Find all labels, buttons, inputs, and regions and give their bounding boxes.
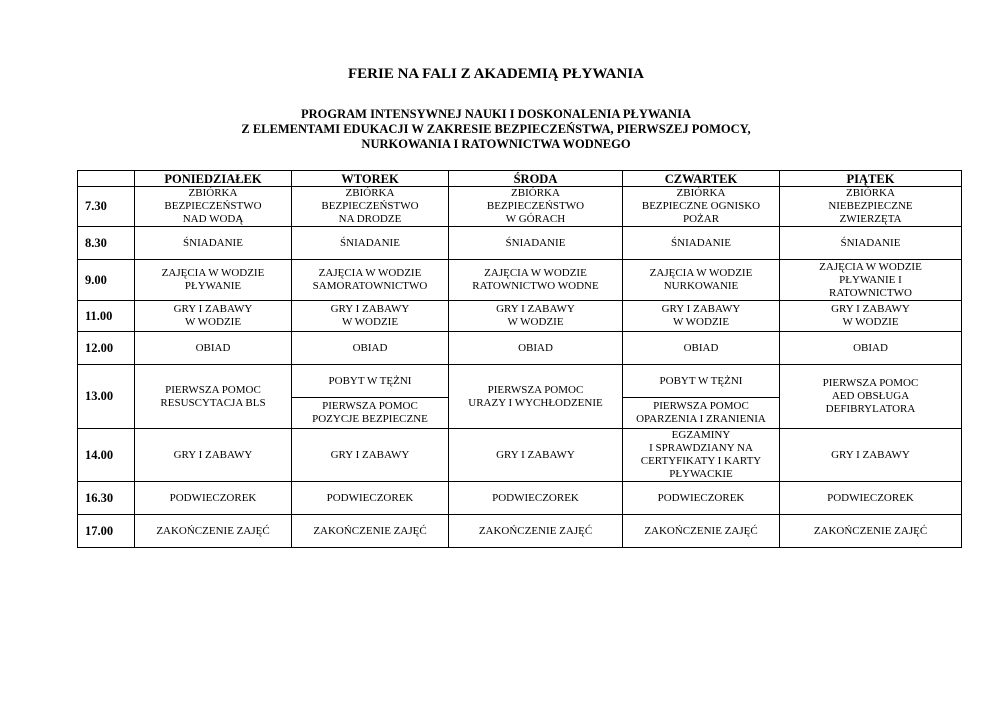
table-row	[78, 515, 962, 548]
time-cell: 13.00	[78, 365, 135, 429]
activity-cell: GRY I ZABAWY	[292, 429, 449, 482]
activity-cell: OBIAD	[135, 332, 292, 365]
activity-cell: PIERWSZA POMOC RESUSCYTACJA BLS	[135, 365, 292, 429]
activity-cell: ZAJĘCIA W WODZIE SAMORATOWNICTWO	[292, 260, 449, 301]
activity-cell: GRY I ZABAWY W WODZIE	[292, 301, 449, 332]
activity-cell: ZAJĘCIA W WODZIE PŁYWANIE	[135, 260, 292, 301]
table-row	[78, 332, 962, 365]
activity-cell: POBYT W TĘŻNI	[292, 365, 449, 398]
activity-cell: ZBIÓRKA BEZPIECZEŃSTWO W GÓRACH	[449, 187, 623, 227]
activity-cell: PIERWSZA POMOC URAZY I WYCHŁODZENIE	[449, 365, 623, 429]
day-header: CZWARTEK	[623, 171, 780, 187]
activity-cell: ZBIÓRKA BEZPIECZEŃSTWO NAD WODĄ	[135, 187, 292, 227]
time-cell: 8.30	[78, 227, 135, 260]
table-row	[78, 227, 962, 260]
activity-cell: ZAJĘCIA W WODZIE PŁYWANIE I RATOWNICTWO	[780, 260, 962, 301]
activity-cell: PIERWSZA POMOC OPARZENIA I ZRANIENIA	[623, 398, 780, 429]
activity-cell: PIERWSZA POMOC AED OBSŁUGA DEFIBRYLATORA	[780, 365, 962, 429]
activity-cell: PODWIECZOREK	[449, 482, 623, 515]
table-row	[78, 429, 962, 482]
activity-cell: OBIAD	[449, 332, 623, 365]
activity-cell: ZAKOŃCZENIE ZAJĘĆ	[292, 515, 449, 548]
document-title: FERIE NA FALI Z AKADEMIĄ PŁYWANIA	[347, 66, 644, 82]
document-subtitle: PROGRAM INTENSYWNEJ NAUKI I DOSKONALENIA PŁYWANIA Z ELEMENTAMI EDUKACJI W ZAKRESIE BEZPIECZEŃSTWA, PIERWSZEJ POMOCY, NURKOWANIA I RATOWNICTWA WODNEGO	[241, 107, 751, 151]
schedule-table	[77, 170, 962, 548]
time-cell: 9.00	[78, 260, 135, 301]
activity-cell: PIERWSZA POMOC POZYCJE BEZPIECZNE	[292, 398, 449, 429]
activity-cell: ZAJĘCIA W WODZIE NURKOWANIE	[623, 260, 780, 301]
time-cell: 17.00	[78, 515, 135, 548]
day-header: PIĄTEK	[780, 171, 962, 187]
time-cell: 14.00	[78, 429, 135, 482]
time-cell: 7.30	[78, 187, 135, 227]
activity-cell: PODWIECZOREK	[623, 482, 780, 515]
day-header: PONIEDZIAŁEK	[135, 171, 292, 187]
activity-cell: ZBIÓRKA BEZPIECZEŃSTWO NA DRODZE	[292, 187, 449, 227]
activity-cell: GRY I ZABAWY W WODZIE	[780, 301, 962, 332]
time-cell: 11.00	[78, 301, 135, 332]
time-cell: 12.00	[78, 332, 135, 365]
activity-cell: ŚNIADANIE	[135, 227, 292, 260]
activity-cell: GRY I ZABAWY W WODZIE	[449, 301, 623, 332]
activity-cell: OBIAD	[780, 332, 962, 365]
activity-cell: ZAJĘCIA W WODZIE RATOWNICTWO WODNE	[449, 260, 623, 301]
activity-cell: ŚNIADANIE	[449, 227, 623, 260]
activity-cell: PODWIECZOREK	[292, 482, 449, 515]
activity-cell: ZBIÓRKA NIEBEZPIECZNE ZWIERZĘTA	[780, 187, 962, 227]
activity-cell: ZAKOŃCZENIE ZAJĘĆ	[623, 515, 780, 548]
activity-cell: GRY I ZABAWY W WODZIE	[623, 301, 780, 332]
table-row	[78, 482, 962, 515]
activity-cell: ZAKOŃCZENIE ZAJĘĆ	[135, 515, 292, 548]
activity-cell: GRY I ZABAWY W WODZIE	[135, 301, 292, 332]
activity-cell: ŚNIADANIE	[780, 227, 962, 260]
activity-cell: PODWIECZOREK	[780, 482, 962, 515]
activity-cell: ZAKOŃCZENIE ZAJĘĆ	[780, 515, 962, 548]
time-cell: 16.30	[78, 482, 135, 515]
activity-cell: EGZAMINY I SPRAWDZIANY NA CERTYFIKATY I KARTY PŁYWACKIE	[623, 429, 780, 482]
table-row	[78, 260, 962, 301]
activity-cell: OBIAD	[292, 332, 449, 365]
activity-cell: ŚNIADANIE	[292, 227, 449, 260]
table-row	[78, 301, 962, 332]
activity-cell: OBIAD	[623, 332, 780, 365]
activity-cell: ZAKOŃCZENIE ZAJĘĆ	[449, 515, 623, 548]
day-header: WTOREK	[292, 171, 449, 187]
day-header: ŚRODA	[449, 171, 623, 187]
table-row	[78, 187, 962, 227]
table-row	[78, 365, 962, 398]
activity-cell: GRY I ZABAWY	[780, 429, 962, 482]
activity-cell: ŚNIADANIE	[623, 227, 780, 260]
activity-cell: GRY I ZABAWY	[449, 429, 623, 482]
activity-cell: POBYT W TĘŻNI	[623, 365, 780, 398]
corner-cell	[78, 171, 135, 187]
activity-cell: ZBIÓRKA BEZPIECZNE OGNISKO POŻAR	[623, 187, 780, 227]
activity-cell: PODWIECZOREK	[135, 482, 292, 515]
header-row	[78, 171, 962, 187]
activity-cell: GRY I ZABAWY	[135, 429, 292, 482]
